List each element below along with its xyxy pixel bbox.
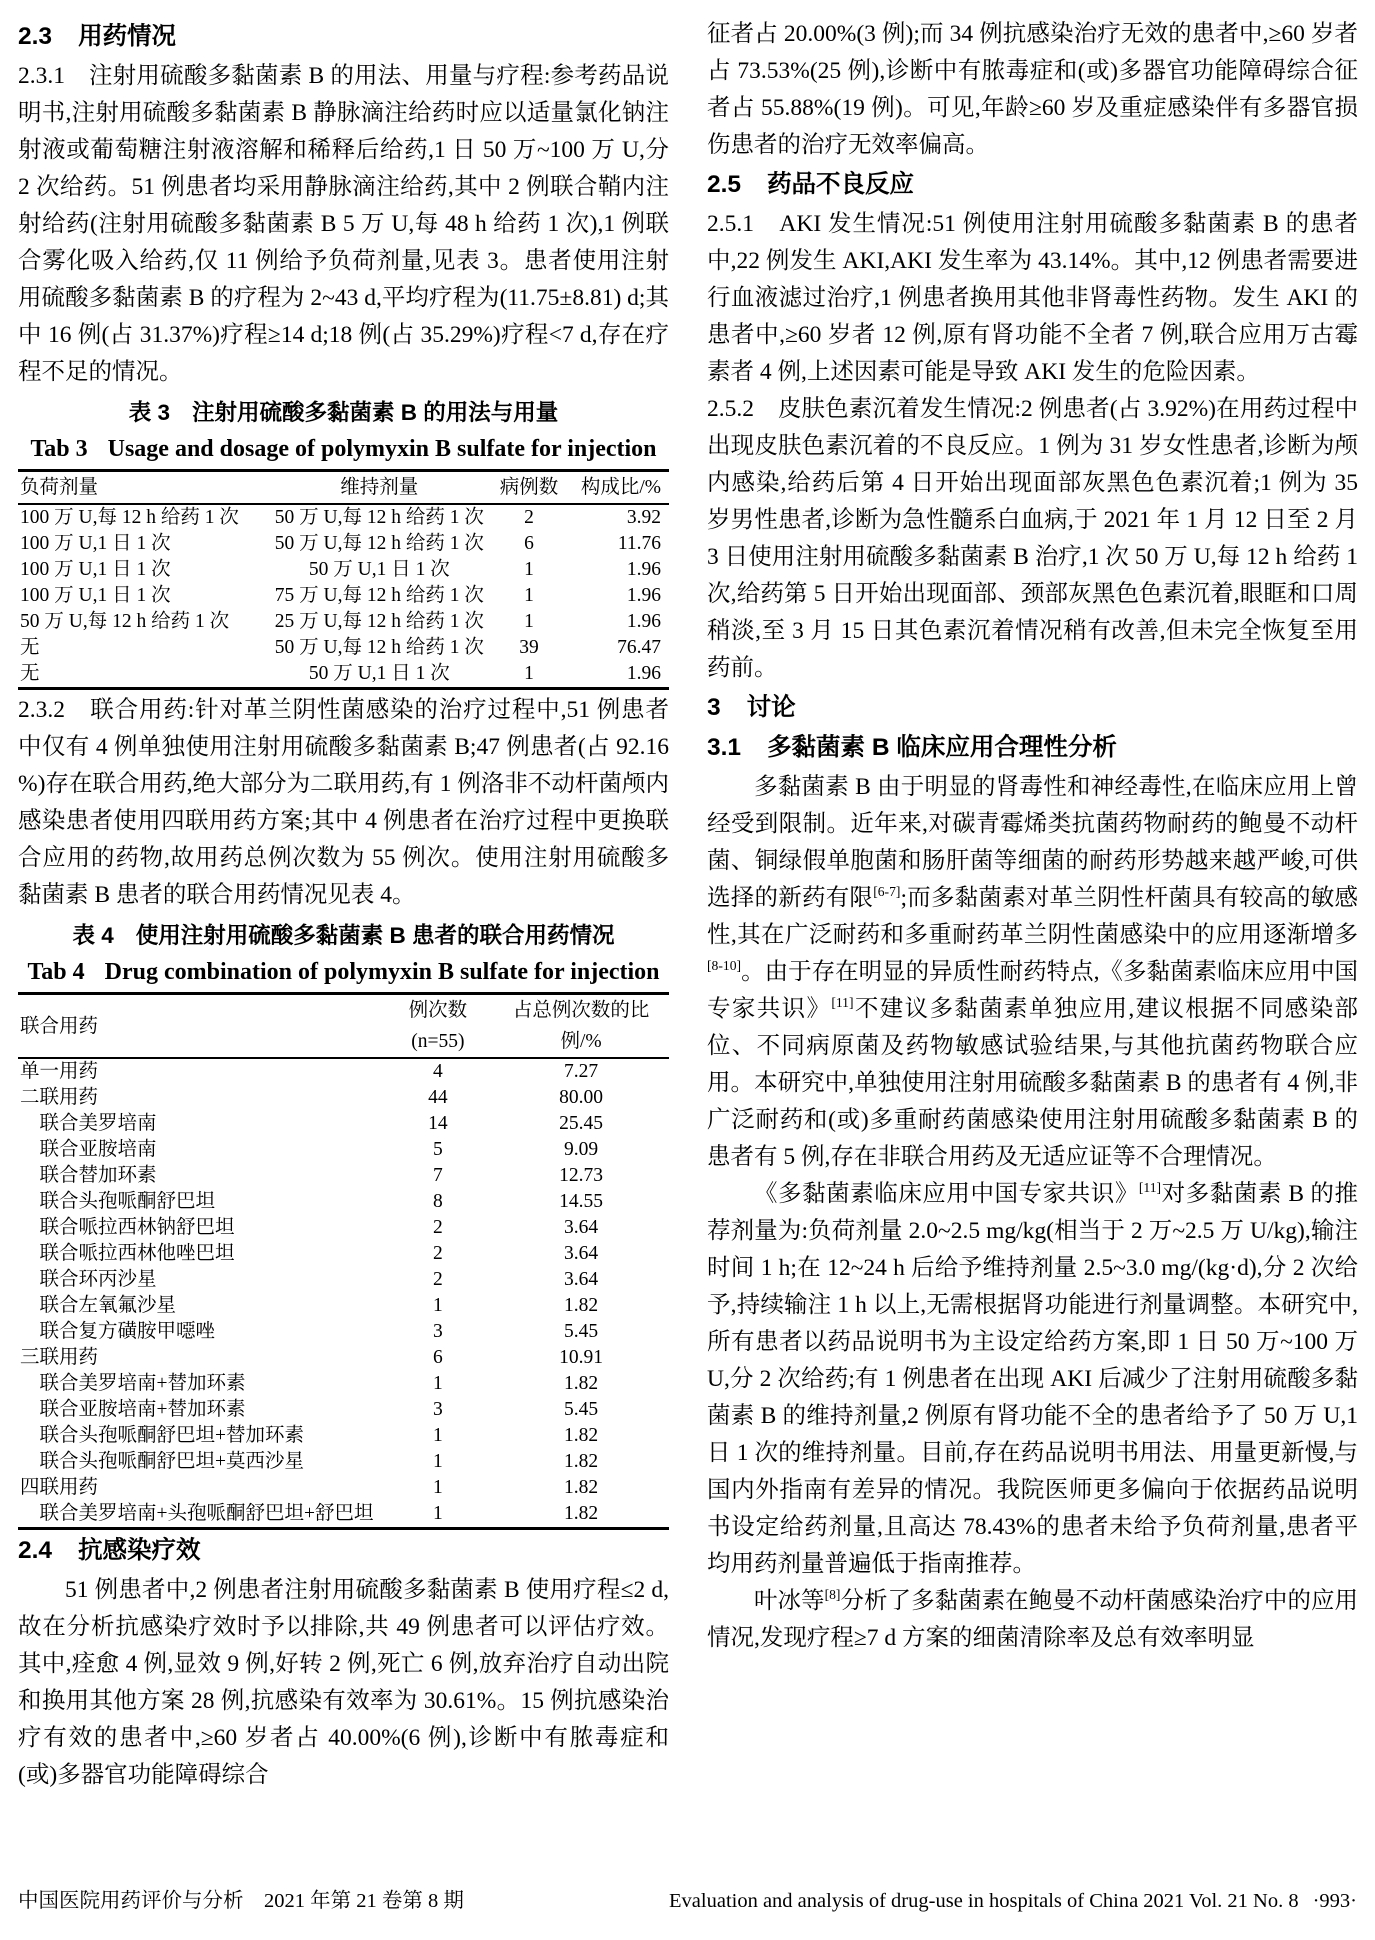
table-row [18, 1449, 669, 1475]
cell-proportion: 1.82 [564, 1503, 599, 1524]
cell-drug-combination: 联合环丙沙星 [20, 1269, 157, 1290]
section-number: 3 [707, 694, 721, 721]
section-number: 3.1 [707, 734, 742, 761]
table-row [18, 1371, 669, 1397]
table-4-caption-en [18, 954, 669, 990]
cell-drug-combination: 联合左氧氟沙星 [20, 1295, 177, 1316]
column-header-load-dose: 负荷剂量 [18, 471, 265, 505]
cell-drug-combination: 联合头孢哌酮舒巴坦+莫西沙星 [20, 1451, 304, 1472]
cell-load-dose: 无 [20, 637, 40, 658]
paragraph-3-1-c: 叶冰等[8]分析了多黏菌素在鲍曼不动杆菌感染治疗中的应用情况,发现疗程≥7 d 方案的细菌清除率及总有效率明显 [707, 1587, 1359, 1651]
cell-drug-combination: 单一用药 [20, 1061, 99, 1082]
table-3 [18, 469, 669, 690]
cell-proportion: 3.64 [564, 1217, 599, 1238]
cell-drug-combination: 联合复方磺胺甲噁唑 [20, 1321, 216, 1342]
cell-case-times: 3 [433, 1399, 443, 1420]
cell-maintenance-dose: 50 万 U,每 12 h 给药 1 次 [274, 507, 484, 528]
section-number: 2.4 [18, 1537, 53, 1564]
heading-3-1 [707, 729, 1358, 767]
cell-proportion: 1.82 [564, 1373, 599, 1394]
cell-case-times: 6 [433, 1347, 443, 1368]
table-row [18, 635, 669, 661]
cell-load-dose: 100 万 U,1 日 1 次 [20, 559, 171, 580]
table-row [18, 1293, 669, 1319]
cell-case-times: 7 [433, 1165, 443, 1186]
table-4-header-row [18, 994, 669, 1059]
cell-proportion: 9.09 [564, 1139, 599, 1160]
table-row [18, 531, 669, 557]
table-row [18, 1058, 669, 1085]
cell-maintenance-dose: 50 万 U,每 12 h 给药 1 次 [274, 637, 484, 658]
cell-maintenance-dose: 50 万 U,1 日 1 次 [308, 663, 450, 684]
column-header-maintenance-dose: 维持剂量 [265, 471, 493, 505]
cell-drug-combination: 联合美罗培南+替加环素 [20, 1373, 246, 1394]
cell-proportion: 3.64 [564, 1243, 599, 1264]
table-row [18, 1319, 669, 1345]
right-column [707, 16, 1358, 1794]
paragraph-2-3-1: 2.3.1 注射用硫酸多黏菌素 B 的用法、用量与疗程:参考药品说明书,注射用硫酸多黏菌素 B 静脉滴注给药时应以适量氯化钠注射液或葡萄糖注射液溶解和稀释后给药,1 日 50 万~100 万 U,分 2 次给药。51 例患者均采用静脉滴注给药,其中 2 例联合鞘内注射给药(注射用硫酸多黏菌素 B 5 万 U,每 48 h 给药 1 次),1 例联合雾化吸入给药,仅 11 例给予负荷剂量,见表 3。患者使用注射用硫酸多黏菌素 B 的疗程为 2~43 d,平均疗程为(11.75±8.81) d;其中 16 例(占 31.37%)疗程≥14 d;18 例(占 35.29%)疗程<7 d,存在疗程不足的情况。 [18, 63, 669, 385]
cell-ratio: 76.47 [617, 637, 661, 658]
cell-case-times: 14 [428, 1113, 448, 1134]
table-3-header-row [18, 471, 669, 505]
cell-maintenance-dose: 75 万 U,每 12 h 给药 1 次 [274, 585, 484, 606]
paragraph-2-3-2: 2.3.2 联合用药:针对革兰阴性菌感染的治疗过程中,51 例患者中仅有 4 例单独使用注射用硫酸多黏菌素 B;47 例患者(占 92.16 %)存在联合用药,绝大部分为二联用药,有 1 例洛非不动杆菌颅内感染患者使用四联用药方案;其中 4 例患者在治疗过程中更换联合应用的药物,故用药总例次数为 55 例次。使用注射用硫酸多黏菌素 B 患者的联合用药情况见表 4。 [18, 697, 669, 908]
table-row [18, 583, 669, 609]
cell-case-times: 1 [433, 1425, 443, 1446]
table-row [18, 1423, 669, 1449]
paragraph-2-4: 51 例患者中,2 例患者注射用硫酸多黏菌素 B 使用疗程≤2 d,故在分析抗感染疗效时予以排除,共 49 例患者可以评估疗效。其中,痊愈 4 例,显效 9 例,好转 2 例,死亡 6 例,放弃治疗自动出院和换用其他方案 28 例,抗感染有效率为 30.61%。15 例抗感染治疗有效的患者中,≥60 岁者占 40.00%(6 例),诊断中有脓毒症和(或)多器官功能障碍综合 [18, 1577, 669, 1788]
cell-proportion: 5.45 [564, 1321, 599, 1342]
left-column [18, 16, 669, 1794]
cell-cases: 1 [524, 585, 534, 606]
table-row [18, 1111, 669, 1137]
table-row [18, 1475, 669, 1501]
cell-case-times: 8 [433, 1191, 443, 1212]
cell-drug-combination: 联合哌拉西林钠舒巴坦 [20, 1217, 235, 1238]
cell-proportion: 1.82 [564, 1295, 599, 1316]
table-4-title-en: Drug combination of polymyxin B sulfate for injection [104, 959, 660, 985]
table-row [18, 1345, 669, 1371]
table-3-label-zh: 表 3 [128, 400, 170, 425]
cell-proportion: 3.64 [564, 1269, 599, 1290]
column-header-cases: 病例数 [493, 471, 565, 505]
cell-maintenance-dose: 50 万 U,1 日 1 次 [308, 559, 450, 580]
cell-case-times: 2 [433, 1269, 443, 1290]
table-3-title-en: Usage and dosage of polymyxin B sulfate for injection [107, 436, 657, 462]
table-row [18, 1397, 669, 1423]
table-row [18, 1137, 669, 1163]
cell-case-times: 1 [433, 1503, 443, 1524]
cell-ratio: 11.76 [617, 533, 661, 554]
footer-journal-zh: 中国医院用药评价与分析 2021 年第 21 卷第 8 期 [18, 1890, 464, 1912]
cell-drug-combination: 联合美罗培南 [20, 1113, 157, 1134]
section-title: 多黏菌素 B 临床应用合理性分析 [767, 734, 1117, 761]
cell-ratio: 1.96 [626, 611, 661, 632]
cell-case-times: 4 [433, 1061, 443, 1082]
column-header-proportion: 占总例次数的比例/% [493, 994, 669, 1059]
table-row [18, 1189, 669, 1215]
cell-ratio: 1.96 [626, 585, 661, 606]
paragraph-2-5-1: 2.5.1 AKI 发生情况:51 例使用注射用硫酸多黏菌素 B 的患者中,22 例发生 AKI,AKI 发生率为 43.14%。其中,12 例患者需要进行血液滤过治疗,1 例患者换用其他非肾毒性药物。发生 AKI 的患者中,≥60 岁者 12 例,原有肾功能不全者 7 例,联合应用万古霉素者 4 例,上述因素可能是导致 AKI 发生的危险因素。 [707, 211, 1358, 385]
cell-case-times: 44 [428, 1087, 448, 1108]
cell-drug-combination: 联合美罗培南+头孢哌酮舒巴坦+舒巴坦 [20, 1503, 374, 1524]
cell-case-times: 1 [433, 1373, 443, 1394]
heading-2-5 [707, 166, 1358, 204]
table-row [18, 1215, 669, 1241]
cell-cases: 1 [524, 611, 534, 632]
table-3-label-en: Tab 3 [30, 436, 88, 462]
paragraph-3-1-b: 《多黏菌素临床应用中国专家共识》[11]对多黏菌素 B 的推荐剂量为:负荷剂量 2.0~2.5 mg/kg(相当于 2 万~2.5 万 U/kg),输注时间 1 h;在 12~24 h 后给予维持剂量 2.5~3.0 mg/(kg·d),分 2 次给予,持续输注 1 h 以上,无需根据肾功能进行剂量调整。本研究中,所有患者以药品说明书为主设定给药方案,即 1 日 50 万~100 万 U,分 2 次给药;有 1 例患者在出现 AKI 后减少了注射用硫酸多黏菌素 B 的维持剂量,2 例原有肾功能不全的患者给予了 50 万 U,1 日 1 次的维持剂量。目前,存在药品说明书用法、用量更新慢,与国内外指南有差异的情况。我院医师更多偏向于依据药品说明书设定给药剂量,且高达 78.43%的患者未给予负荷剂量,患者平均用药剂量普遍低于指南推荐。 [707, 1180, 1358, 1577]
table-3-caption-en [18, 431, 669, 467]
cell-drug-combination: 二联用药 [20, 1087, 99, 1108]
cell-load-dose: 100 万 U,1 日 1 次 [20, 533, 171, 554]
cell-load-dose: 100 万 U,1 日 1 次 [20, 585, 171, 606]
section-number: 2.3 [18, 23, 53, 50]
paragraph-2-4-continued: 征者占 20.00%(3 例);而 34 例抗感染治疗无效的患者中,≥60 岁者占 73.53%(25 例),诊断中有脓毒症和(或)多器官功能障碍综合征者占 55.88%(19 例)。可见,年龄≥60 岁及重症感染伴有多器官损伤患者的治疗无效率偏高。 [707, 21, 1358, 158]
section-title: 用药情况 [78, 23, 177, 50]
cell-proportion: 14.55 [559, 1191, 604, 1212]
table-4-label-en: Tab 4 [27, 959, 85, 985]
cell-cases: 1 [524, 559, 534, 580]
table-row [18, 1085, 669, 1111]
table-4-label-zh: 表 4 [72, 923, 114, 948]
column-header-ratio: 构成比/% [565, 471, 669, 505]
section-title: 抗感染疗效 [78, 1537, 201, 1564]
cell-proportion: 1.82 [564, 1451, 599, 1472]
table-row [18, 609, 669, 635]
section-title: 药品不良反应 [767, 171, 915, 198]
column-header-drug-combination: 联合用药 [18, 994, 383, 1059]
cell-proportion: 1.82 [564, 1477, 599, 1498]
table-3-caption-zh [18, 395, 669, 431]
cell-drug-combination: 联合亚胺培南 [20, 1139, 157, 1160]
cell-maintenance-dose: 50 万 U,每 12 h 给药 1 次 [274, 533, 484, 554]
cell-drug-combination: 联合哌拉西林他唑巴坦 [20, 1243, 235, 1264]
table-row [18, 1501, 669, 1529]
cell-drug-combination: 联合头孢哌酮舒巴坦+替加环素 [20, 1425, 304, 1446]
cell-case-times: 1 [433, 1477, 443, 1498]
cell-load-dose: 100 万 U,每 12 h 给药 1 次 [20, 507, 239, 528]
heading-3 [707, 689, 1358, 727]
cell-proportion: 25.45 [559, 1113, 604, 1134]
cell-maintenance-dose: 25 万 U,每 12 h 给药 1 次 [274, 611, 484, 632]
cell-case-times: 5 [433, 1139, 443, 1160]
table-3-title-zh: 注射用硫酸多黏菌素 B 的用法与用量 [192, 400, 559, 425]
column-header-case-times: 例次数(n=55) [383, 994, 494, 1059]
cell-case-times: 1 [433, 1295, 443, 1316]
cell-ratio: 1.96 [626, 559, 661, 580]
cell-case-times: 2 [433, 1217, 443, 1238]
table-row [18, 661, 669, 689]
page-footer [18, 1888, 1357, 1914]
cell-drug-combination: 联合头孢哌酮舒巴坦 [20, 1191, 216, 1212]
table-4 [18, 992, 669, 1530]
heading-2-4 [18, 1532, 669, 1570]
section-2-5 [707, 166, 1358, 687]
cell-ratio: 3.92 [626, 507, 661, 528]
cell-proportion: 10.91 [559, 1347, 604, 1368]
section-2-3 [18, 18, 669, 1530]
cell-ratio: 1.96 [626, 663, 661, 684]
cell-proportion: 1.82 [564, 1425, 599, 1446]
cell-drug-combination: 四联用药 [20, 1477, 99, 1498]
page-number: ·993· [1312, 1890, 1357, 1912]
paragraph-3-1-a: 多黏菌素 B 由于明显的肾毒性和神经毒性,在临床应用上曾经受到限制。近年来,对碳青霉烯类抗菌药物耐药的鲍曼不动杆菌、铜绿假单胞菌和肠肝菌等细菌的耐药形势越来越严峻,可供选择的新药有限[6-7];而多黏菌素对革兰阴性杆菌具有较高的敏感性,其在广泛耐药和多重耐药革兰阴性菌感染中的应用逐渐增多[8-10]。由于存在明显的异质性耐药特点,《多黏菌素临床应用中国专家共识》[11]不建议多黏菌素单独应用,建议根据不同感染部位、不同病原菌及药物敏感试验结果,与其他抗菌药物联合应用。本研究中,单独使用注射用硫酸多黏菌素 B 的患者有 4 例,非广泛耐药和(或)多重耐药菌感染使用注射用硫酸多黏菌素 B 的患者有 5 例,存在非联合用药及无适应证等不合理情况。 [707, 774, 1359, 1170]
cell-drug-combination: 三联用药 [20, 1347, 99, 1368]
section-2-4 [18, 1532, 669, 1794]
heading-2-3 [18, 18, 669, 56]
table-4-caption-zh [18, 918, 669, 954]
section-3 [707, 689, 1358, 727]
footer-journal-en [669, 1888, 1357, 1914]
cell-proportion: 80.00 [559, 1087, 604, 1108]
paragraph-2-5-2: 2.5.2 皮肤色素沉着发生情况:2 例患者(占 3.92%)在用药过程中出现皮肤色素沉着的不良反应。1 例为 31 岁女性患者,诊断为颅内感染,给药后第 4 日开始出现面部灰黑色色素沉着;1 例为 35 岁男性患者,诊断为急性髓系白血病,于 2021 年 1 月 12 日至 2 月 3 日使用注射用硫酸多黏菌素 B 治疗,1 次 50 万 U,每 12 h 给药 1 次,给药第 5 日开始出现面部、颈部灰黑色色素沉着,眼眶和口周稍淡,至 3 月 15 日其色素沉着情况稍有改善,但未完全恢复至用药前。 [707, 396, 1358, 681]
cell-cases: 1 [524, 663, 534, 684]
table-row [18, 1267, 669, 1293]
cell-cases: 39 [519, 637, 539, 658]
cell-proportion: 7.27 [564, 1061, 599, 1082]
cell-cases: 6 [524, 533, 534, 554]
table-row [18, 504, 669, 531]
cell-load-dose: 50 万 U,每 12 h 给药 1 次 [20, 611, 230, 632]
cell-proportion: 12.73 [559, 1165, 604, 1186]
table-row [18, 1241, 669, 1267]
cell-case-times: 1 [433, 1451, 443, 1472]
cell-load-dose: 无 [20, 663, 40, 684]
cell-proportion: 5.45 [564, 1399, 599, 1420]
cell-drug-combination: 联合替加环素 [20, 1165, 157, 1186]
section-3-1 [707, 729, 1358, 1657]
cell-drug-combination: 联合亚胺培南+替加环素 [20, 1399, 246, 1420]
section-title: 讨论 [746, 694, 796, 721]
table-row [18, 1163, 669, 1189]
footer-journal-en-text: Evaluation and analysis of drug-use in hospitals of China 2021 Vol. 21 No. 8 [669, 1890, 1299, 1912]
table-4-title-zh: 使用注射用硫酸多黏菌素 B 患者的联合用药情况 [135, 923, 615, 948]
section-number: 2.5 [707, 171, 742, 198]
cell-cases: 2 [524, 507, 534, 528]
cell-case-times: 2 [433, 1243, 443, 1264]
table-row [18, 557, 669, 583]
cell-case-times: 3 [433, 1321, 443, 1342]
